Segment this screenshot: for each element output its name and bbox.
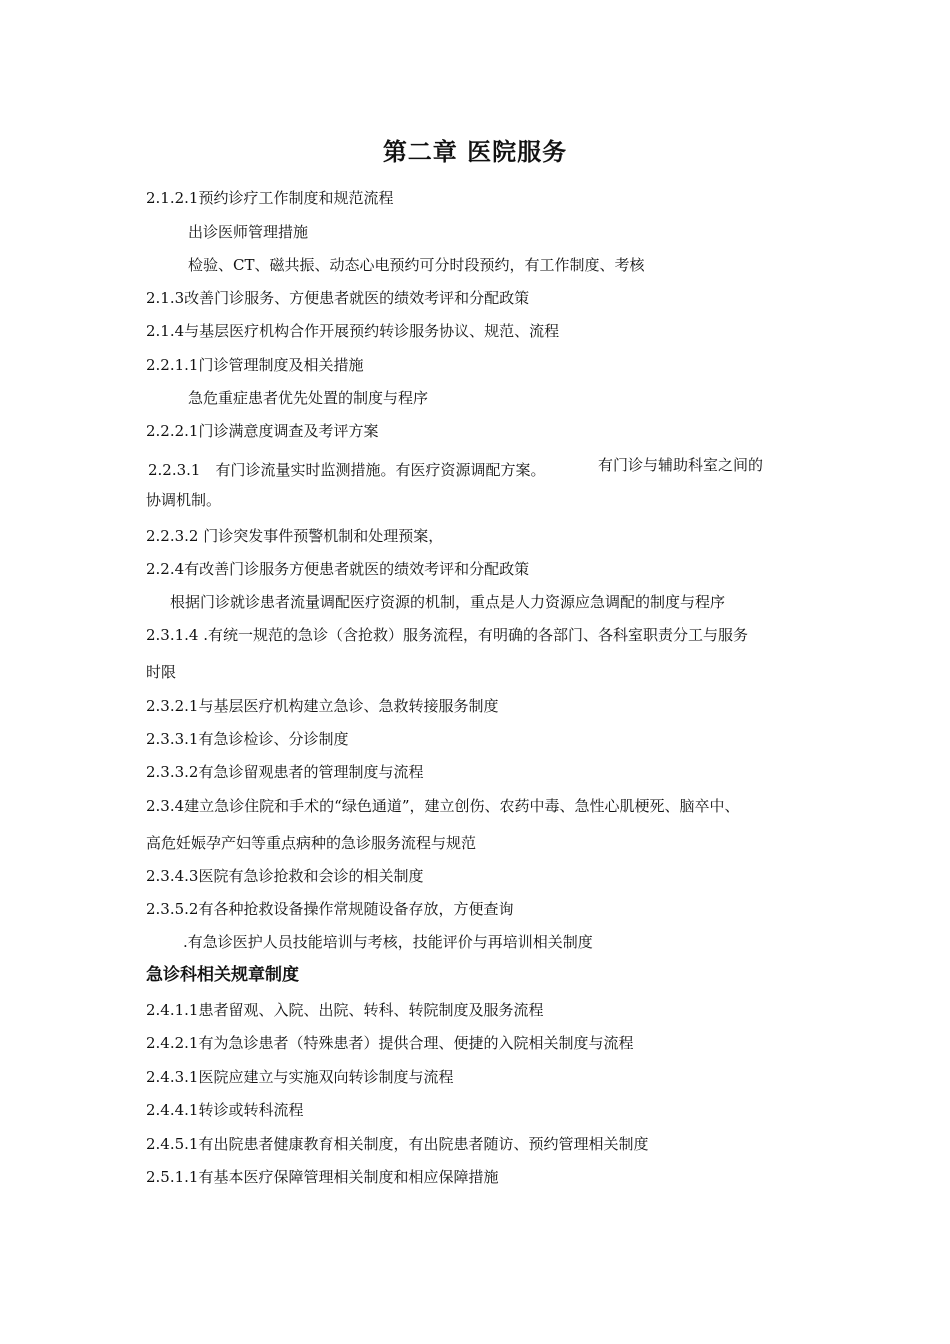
text-line: 协调机制。 xyxy=(146,491,222,509)
page-title: 第二章 医院服务 xyxy=(382,138,568,166)
text-line: .有急诊医护人员技能培训与考核，技能评价与再培训相关制度 xyxy=(183,933,593,951)
text-line: 2.3.2.1与基层医疗机构建立急诊、急救转接服务制度 xyxy=(146,697,499,715)
text-line: 2.4.5.1有出院患者健康教育相关制度，有出院患者随访、预约管理相关制度 xyxy=(146,1135,649,1153)
text-line: 2.2.3.1 有门诊流量实时监测措施。有医疗资源调配方案。 xyxy=(148,461,546,479)
text-line: 出诊医师管理措施 xyxy=(188,223,309,241)
text-line: 2.3.5.2有各种抢救设备操作常规随设备存放，方便查询 xyxy=(146,900,514,918)
text-line: 2.3.3.2有急诊留观患者的管理制度与流程 xyxy=(146,763,424,781)
text-line: 2.4.4.1转诊或转科流程 xyxy=(146,1101,304,1119)
text-line: 2.1.2.1预约诊疗工作制度和规范流程 xyxy=(146,189,394,207)
text-line: 2.2.4有改善门诊服务方便患者就医的绩效考评和分配政策 xyxy=(146,560,530,578)
text-line: 2.4.3.1医院应建立与实施双向转诊制度与流程 xyxy=(146,1068,454,1086)
section-heading: 急诊科相关规章制度 xyxy=(146,965,299,985)
text-line: 2.5.1.1有基本医疗保障管理相关制度和相应保障措施 xyxy=(146,1168,499,1186)
text-line: 2.4.1.1患者留观、入院、出院、转科、转院制度及服务流程 xyxy=(146,1001,544,1019)
text-line: 2.3.4.3医院有急诊抢救和会诊的相关制度 xyxy=(146,867,424,885)
text-line: 2.3.4建立急诊住院和手术的“绿色通道”，建立创伤、农药中毒、急性心肌梗死、脑卒中、 xyxy=(146,797,740,815)
text-line: 2.1.4与基层医疗机构合作开展预约转诊服务协议、规范、流程 xyxy=(146,322,560,340)
text-line: 2.4.2.1有为急诊患者（特殊患者）提供合理、便捷的入院相关制度与流程 xyxy=(146,1034,634,1052)
text-line: 根据门诊就诊患者流量调配医疗资源的机制，重点是人力资源应急调配的制度与程序 xyxy=(170,593,726,611)
text-line: 高危妊娠孕产妇等重点病种的急诊服务流程与规范 xyxy=(146,834,477,852)
text-line: 急危重症患者优先处置的制度与程序 xyxy=(188,389,429,407)
text-line: 有门诊与辅助科室之间的 xyxy=(598,456,764,474)
text-line: 2.3.3.1有急诊检诊、分诊制度 xyxy=(146,730,349,748)
text-line: 2.2.3.2 门诊突发事件预警机制和处理预案， xyxy=(146,527,444,545)
text-line: 2.3.1.4 .有统一规范的急诊（含抢救）服务流程，有明确的各部门、各科室职责分工与服务 xyxy=(146,626,749,644)
text-line: 时限 xyxy=(146,663,177,681)
text-line: 2.1.3改善门诊服务、方便患者就医的绩效考评和分配政策 xyxy=(146,289,530,307)
text-line: 2.2.1.1门诊管理制度及相关措施 xyxy=(146,356,364,374)
text-line: 2.2.2.1门诊满意度调查及考评方案 xyxy=(146,422,379,440)
text-line: 检验、CT、磁共振、动态心电预约可分时段预约，有工作制度、考核 xyxy=(188,256,645,274)
